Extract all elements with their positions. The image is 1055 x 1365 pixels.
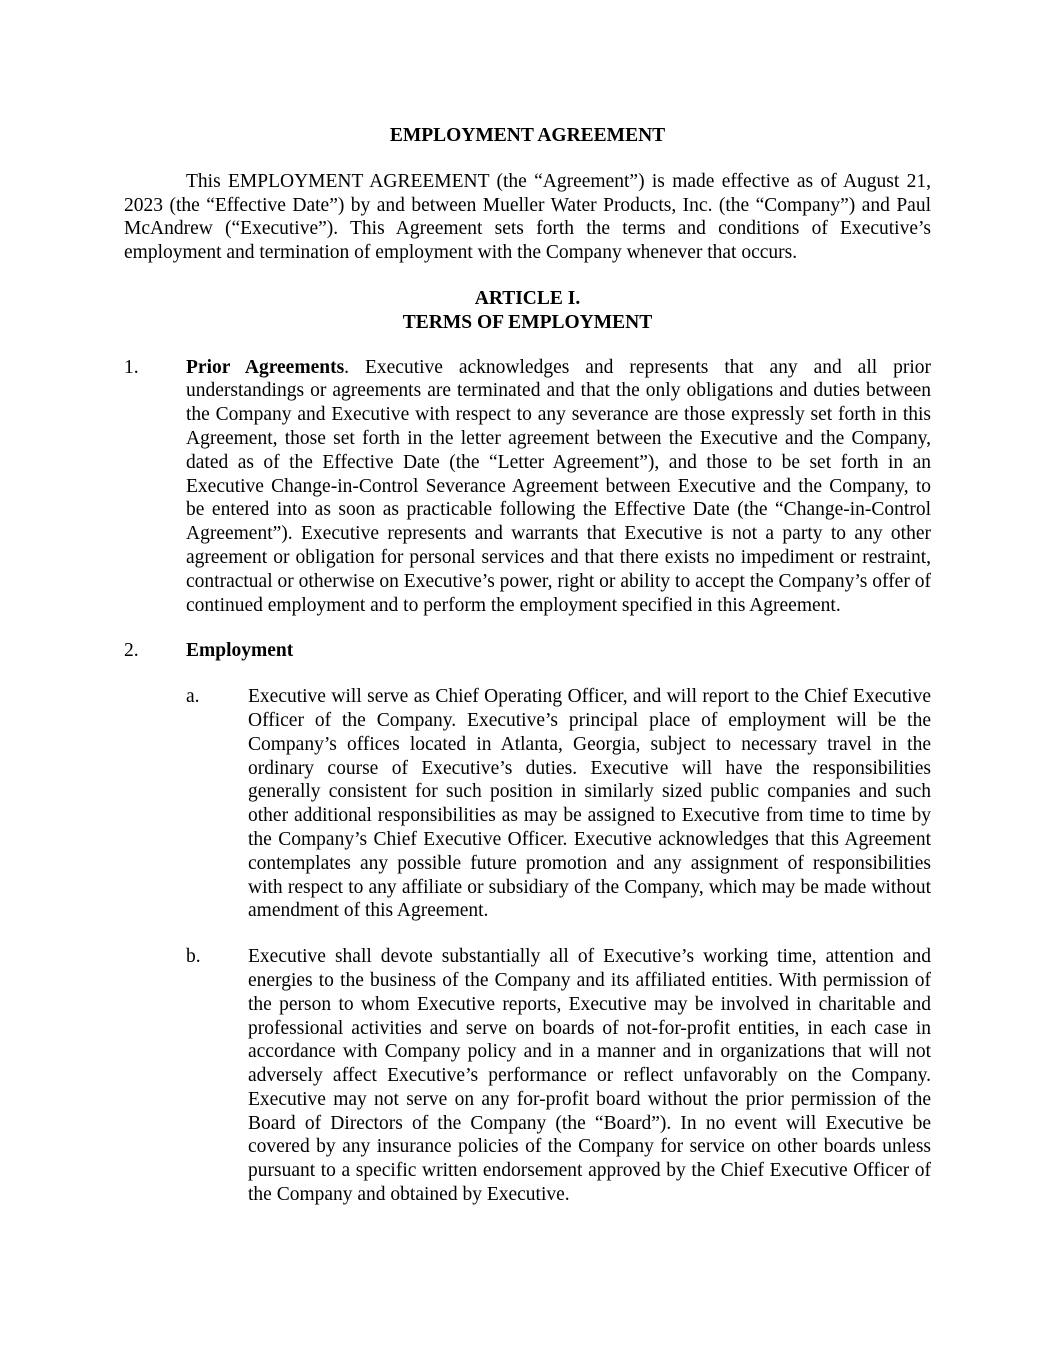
- article-title: TERMS OF EMPLOYMENT: [402, 311, 653, 333]
- subsection-letter: a.: [186, 686, 200, 708]
- section-heading: Prior Agreements: [186, 356, 345, 378]
- section-body: [186, 356, 931, 618]
- subsection-text: Executive shall devote substantially all of Executive’s working time, attention and energies to the business of the Company and its affiliated entities. With permission of the person to whom Executive reports, Executive may be involved in charitable and professional activities and serve on boards of not-for-profit entities, in each case in accordance with Company policy and in a manner and in organizations that will not adversely affect Executive’s performance or reflect unfavorably on the Company. Executive may not serve on any for-profit board without the prior permission of the Board of Directors of the Company (the “Board”). In no event will Executive be covered by any insurance policies of the Company for service on other boards unless pursuant to a specific written endorsement approved by the Chief Executive Officer of the Company and obtained by Executive.: [248, 946, 931, 1206]
- subsection-b: [124, 945, 931, 1207]
- article-number: ARTICLE I.: [474, 287, 581, 309]
- section-heading: Employment: [186, 640, 294, 662]
- intro-paragraph: This EMPLOYMENT AGREEMENT (the “Agreement”) is made effective as of August 21, 2023 (the “Effective Date”) by and between Mueller Water Products, Inc. (the “Company”) and Paul McAndrew (“Executive”). This Agreement sets forth the terms and conditions of Executive’s employment and termination of employment with the Company whenever that occurs.: [124, 170, 931, 264]
- subsection-a: [124, 685, 931, 923]
- document-title: EMPLOYMENT AGREEMENT: [389, 125, 666, 146]
- section-text: . Executive acknowledges and represents that any and all prior understandings or agreements are terminated and that the only obligations and duties between the Company and Executive with respect to any severance are those expressly set forth in this Agreement, those set forth in the letter agreement between the Executive and the Company, dated as of the Effective Date (the “Letter Agreement”), and those to be set forth in an Executive Change-in-Control Severance Agreement between Executive and the Company, to be entered into as soon as practicable following the Effective Date (the “Change-in-Control Agreement”). Executive represents and warrants that Executive is not a party to any other agreement or obligation for personal services and that there exists no impediment or restraint, contractual or otherwise on Executive’s power, right or ability to accept the Company’s offer of continued employment and to perform the employment specified in this Agreement.: [186, 356, 931, 616]
- section-number: 2.: [124, 640, 139, 662]
- article-heading: [124, 287, 931, 335]
- section-number: 1.: [124, 356, 139, 378]
- subsection-letter: b.: [186, 946, 201, 968]
- section-prior-agreements: [124, 356, 931, 618]
- section-employment: [124, 639, 931, 663]
- subsection-text: Executive will serve as Chief Operating Officer, and will report to the Chief Executive Officer of the Company. Executive’s principal place of employment will be the Company’s offices located in Atlanta, Georgia, subject to necessary travel in the ordinary course of Executive’s duties. Executive will have the responsibilities generally consistent for such position in similarly sized public companies and such other additional responsibilities as may be assigned to Executive from time to time by the Company’s Chief Executive Officer. Executive acknowledges that this Agreement contemplates any possible future promotion and any assignment of responsibilities with respect to any affiliate or subsidiary of the Company, which may be made without amendment of this Agreement.: [248, 686, 931, 922]
